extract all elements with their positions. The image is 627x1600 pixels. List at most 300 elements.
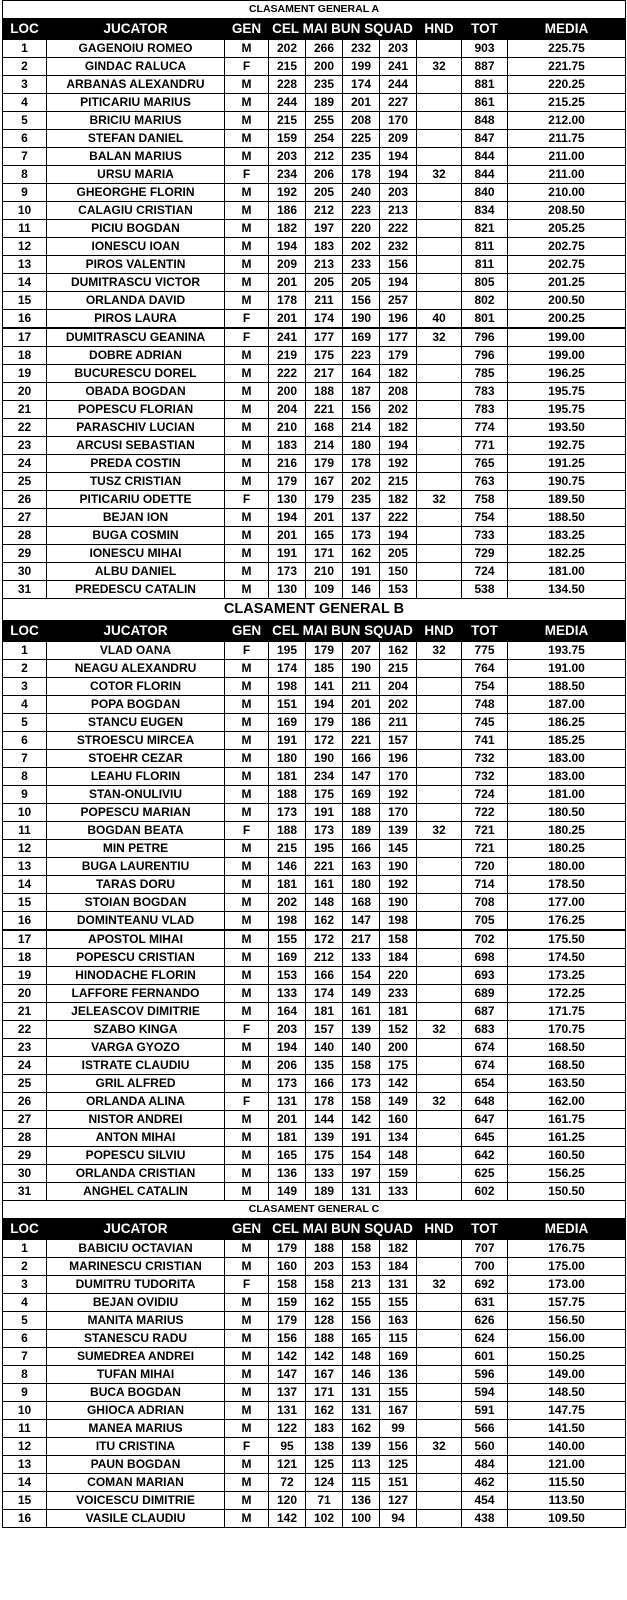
handicap-cell xyxy=(417,912,462,931)
total-cell: 594 xyxy=(462,1384,508,1402)
handicap-cell xyxy=(417,383,462,401)
game-3-score-cell: 174 xyxy=(343,76,380,94)
game-3-score-cell: 158 xyxy=(343,1240,380,1258)
gender-cell: M xyxy=(225,1510,269,1528)
total-cell: 887 xyxy=(462,58,508,76)
total-cell: 783 xyxy=(462,401,508,419)
handicap-cell xyxy=(417,1312,462,1330)
table-row xyxy=(3,967,626,985)
table-row xyxy=(3,1438,626,1456)
rank-cell: 11 xyxy=(3,220,47,238)
average-cell: 115.50 xyxy=(508,1474,626,1492)
player-name-cell: TARAS DORU xyxy=(47,876,225,894)
average-cell: 210.00 xyxy=(508,184,626,202)
game-2-score-cell: 167 xyxy=(306,1366,343,1384)
game-4-score-cell: 155 xyxy=(380,1384,417,1402)
header-loc: LOC xyxy=(3,621,47,642)
average-cell: 180.50 xyxy=(508,804,626,822)
gender-cell: M xyxy=(225,527,269,545)
table-row xyxy=(3,1456,626,1474)
game-3-score-cell: 191 xyxy=(343,563,380,581)
table-row xyxy=(3,455,626,473)
game-1-score-cell: 194 xyxy=(269,509,306,527)
table-row xyxy=(3,1165,626,1183)
group-title-row xyxy=(3,1,626,19)
player-name-cell: NEAGU ALEXANDRU xyxy=(47,660,225,678)
average-cell: 113.50 xyxy=(508,1492,626,1510)
game-1-score-cell: 159 xyxy=(269,130,306,148)
rank-cell: 4 xyxy=(3,1294,47,1312)
header-tot: TOT xyxy=(462,1219,508,1240)
game-4-score-cell: 159 xyxy=(380,1165,417,1183)
rank-cell: 6 xyxy=(3,732,47,750)
handicap-cell xyxy=(417,768,462,786)
game-4-score-cell: 244 xyxy=(380,76,417,94)
rank-cell: 10 xyxy=(3,1402,47,1420)
game-3-score-cell: 217 xyxy=(343,930,380,949)
handicap-cell xyxy=(417,545,462,563)
total-cell: 732 xyxy=(462,750,508,768)
game-2-score-cell: 200 xyxy=(306,58,343,76)
game-1-score-cell: 194 xyxy=(269,238,306,256)
header-games: CEL MAI BUN SQUAD xyxy=(269,19,417,40)
handicap-cell: 32 xyxy=(417,1276,462,1294)
game-1-score-cell: 234 xyxy=(269,166,306,184)
total-cell: 763 xyxy=(462,473,508,491)
game-1-score-cell: 179 xyxy=(269,1240,306,1258)
gender-cell: M xyxy=(225,437,269,455)
handicap-cell xyxy=(417,419,462,437)
game-1-score-cell: 191 xyxy=(269,732,306,750)
average-cell: 168.50 xyxy=(508,1057,626,1075)
total-cell: 687 xyxy=(462,1003,508,1021)
total-cell: 796 xyxy=(462,328,508,347)
average-cell: 208.50 xyxy=(508,202,626,220)
table-row xyxy=(3,76,626,94)
average-cell: 183.00 xyxy=(508,768,626,786)
player-name-cell: GINDAC RALUCA xyxy=(47,58,225,76)
rank-cell: 20 xyxy=(3,985,47,1003)
handicap-cell: 32 xyxy=(417,1093,462,1111)
game-4-score-cell: 99 xyxy=(380,1420,417,1438)
group-title: CLASAMENT GENERAL B xyxy=(3,599,626,621)
game-2-score-cell: 221 xyxy=(306,401,343,419)
total-cell: 462 xyxy=(462,1474,508,1492)
game-4-score-cell: 194 xyxy=(380,437,417,455)
game-4-score-cell: 167 xyxy=(380,1402,417,1420)
game-3-score-cell: 180 xyxy=(343,437,380,455)
rank-cell: 24 xyxy=(3,1057,47,1075)
game-2-score-cell: 205 xyxy=(306,274,343,292)
player-name-cell: BABICIU OCTAVIAN xyxy=(47,1240,225,1258)
game-1-score-cell: 215 xyxy=(269,58,306,76)
game-2-score-cell: 71 xyxy=(306,1492,343,1510)
average-cell: 191.25 xyxy=(508,455,626,473)
total-cell: 721 xyxy=(462,822,508,840)
table-row xyxy=(3,678,626,696)
table-row xyxy=(3,437,626,455)
game-2-score-cell: 109 xyxy=(306,581,343,599)
game-2-score-cell: 197 xyxy=(306,220,343,238)
game-3-score-cell: 169 xyxy=(343,328,380,347)
total-cell: 674 xyxy=(462,1057,508,1075)
handicap-cell xyxy=(417,292,462,310)
player-name-cell: DOBRE ADRIAN xyxy=(47,347,225,365)
game-2-score-cell: 266 xyxy=(306,40,343,58)
game-4-score-cell: 160 xyxy=(380,1111,417,1129)
average-cell: 186.25 xyxy=(508,714,626,732)
game-4-score-cell: 153 xyxy=(380,581,417,599)
rank-cell: 13 xyxy=(3,1456,47,1474)
handicap-cell xyxy=(417,1402,462,1420)
average-cell: 188.50 xyxy=(508,678,626,696)
rank-cell: 18 xyxy=(3,949,47,967)
rank-cell: 8 xyxy=(3,1366,47,1384)
total-cell: 538 xyxy=(462,581,508,599)
rank-cell: 27 xyxy=(3,1111,47,1129)
rank-cell: 14 xyxy=(3,274,47,292)
average-cell: 168.50 xyxy=(508,1039,626,1057)
game-4-score-cell: 209 xyxy=(380,130,417,148)
handicap-cell xyxy=(417,1057,462,1075)
game-3-score-cell: 140 xyxy=(343,1039,380,1057)
game-3-score-cell: 146 xyxy=(343,581,380,599)
handicap-cell xyxy=(417,786,462,804)
gender-cell: M xyxy=(225,274,269,292)
gender-cell: M xyxy=(225,786,269,804)
handicap-cell: 32 xyxy=(417,822,462,840)
game-1-score-cell: 228 xyxy=(269,76,306,94)
game-2-score-cell: 212 xyxy=(306,949,343,967)
rank-cell: 10 xyxy=(3,804,47,822)
game-2-score-cell: 201 xyxy=(306,509,343,527)
table-row xyxy=(3,1330,626,1348)
gender-cell: F xyxy=(225,1438,269,1456)
average-cell: 157.75 xyxy=(508,1294,626,1312)
game-3-score-cell: 208 xyxy=(343,112,380,130)
total-cell: 626 xyxy=(462,1312,508,1330)
total-cell: 741 xyxy=(462,732,508,750)
game-4-score-cell: 155 xyxy=(380,1294,417,1312)
game-3-score-cell: 211 xyxy=(343,678,380,696)
rank-cell: 14 xyxy=(3,876,47,894)
gender-cell: M xyxy=(225,94,269,112)
game-3-score-cell: 220 xyxy=(343,220,380,238)
game-1-score-cell: 201 xyxy=(269,1111,306,1129)
handicap-cell xyxy=(417,202,462,220)
game-1-score-cell: 215 xyxy=(269,840,306,858)
game-4-score-cell: 125 xyxy=(380,1456,417,1474)
game-4-score-cell: 213 xyxy=(380,202,417,220)
player-name-cell: POPESCU FLORIAN xyxy=(47,401,225,419)
game-3-score-cell: 166 xyxy=(343,840,380,858)
player-name-cell: DUMITRASCU GEANINA xyxy=(47,328,225,347)
average-cell: 225.75 xyxy=(508,40,626,58)
game-3-score-cell: 205 xyxy=(343,274,380,292)
game-2-score-cell: 178 xyxy=(306,1093,343,1111)
gender-cell: M xyxy=(225,365,269,383)
game-3-score-cell: 187 xyxy=(343,383,380,401)
game-2-score-cell: 171 xyxy=(306,1384,343,1402)
table-row xyxy=(3,347,626,365)
game-1-score-cell: 142 xyxy=(269,1510,306,1528)
game-3-score-cell: 180 xyxy=(343,876,380,894)
game-2-score-cell: 162 xyxy=(306,912,343,931)
game-3-score-cell: 137 xyxy=(343,509,380,527)
average-cell: 160.50 xyxy=(508,1147,626,1165)
game-3-score-cell: 235 xyxy=(343,491,380,509)
player-name-cell: DOMINTEANU VLAD xyxy=(47,912,225,931)
handicap-cell xyxy=(417,581,462,599)
game-1-score-cell: 95 xyxy=(269,1438,306,1456)
rank-cell: 6 xyxy=(3,130,47,148)
game-4-score-cell: 131 xyxy=(380,1276,417,1294)
player-name-cell: PITICARIU MARIUS xyxy=(47,94,225,112)
gender-cell: M xyxy=(225,202,269,220)
gender-cell: F xyxy=(225,1093,269,1111)
player-name-cell: STOEHR CEZAR xyxy=(47,750,225,768)
game-2-score-cell: 175 xyxy=(306,1147,343,1165)
game-2-score-cell: 179 xyxy=(306,642,343,660)
total-cell: 785 xyxy=(462,365,508,383)
player-name-cell: IONESCU IOAN xyxy=(47,238,225,256)
gender-cell: M xyxy=(225,1240,269,1258)
game-2-score-cell: 162 xyxy=(306,1294,343,1312)
gender-cell: M xyxy=(225,76,269,94)
game-3-score-cell: 131 xyxy=(343,1384,380,1402)
rank-cell: 15 xyxy=(3,894,47,912)
header-jucator: JUCATOR xyxy=(47,621,225,642)
gender-cell: M xyxy=(225,930,269,949)
rank-cell: 15 xyxy=(3,1492,47,1510)
average-cell: 140.00 xyxy=(508,1438,626,1456)
gender-cell: F xyxy=(225,310,269,329)
gender-cell: M xyxy=(225,40,269,58)
rank-cell: 9 xyxy=(3,786,47,804)
rank-cell: 30 xyxy=(3,1165,47,1183)
game-2-score-cell: 174 xyxy=(306,310,343,329)
average-cell: 193.75 xyxy=(508,642,626,660)
handicap-cell xyxy=(417,894,462,912)
game-4-score-cell: 198 xyxy=(380,912,417,931)
table-row xyxy=(3,714,626,732)
average-cell: 150.25 xyxy=(508,1348,626,1366)
total-cell: 811 xyxy=(462,238,508,256)
handicap-cell xyxy=(417,274,462,292)
table-row xyxy=(3,1021,626,1039)
table-row xyxy=(3,696,626,714)
rank-cell: 17 xyxy=(3,328,47,347)
handicap-cell xyxy=(417,509,462,527)
game-1-score-cell: 179 xyxy=(269,473,306,491)
game-3-score-cell: 223 xyxy=(343,347,380,365)
table-row xyxy=(3,238,626,256)
table-row xyxy=(3,509,626,527)
player-name-cell: PITICARIU ODETTE xyxy=(47,491,225,509)
handicap-cell xyxy=(417,1474,462,1492)
game-1-score-cell: 180 xyxy=(269,750,306,768)
player-name-cell: NISTOR ANDREI xyxy=(47,1111,225,1129)
player-name-cell: ARCUSI SEBASTIAN xyxy=(47,437,225,455)
player-name-cell: ARBANAS ALEXANDRU xyxy=(47,76,225,94)
total-cell: 881 xyxy=(462,76,508,94)
average-cell: 109.50 xyxy=(508,1510,626,1528)
game-4-score-cell: 136 xyxy=(380,1366,417,1384)
header-loc: LOC xyxy=(3,19,47,40)
table-row xyxy=(3,581,626,599)
gender-cell: M xyxy=(225,509,269,527)
handicap-cell xyxy=(417,184,462,202)
average-cell: 161.75 xyxy=(508,1111,626,1129)
handicap-cell xyxy=(417,401,462,419)
average-cell: 202.75 xyxy=(508,238,626,256)
player-name-cell: POPESCU CRISTIAN xyxy=(47,949,225,967)
column-header-row xyxy=(3,19,626,40)
game-2-score-cell: 185 xyxy=(306,660,343,678)
game-3-score-cell: 240 xyxy=(343,184,380,202)
total-cell: 802 xyxy=(462,292,508,310)
average-cell: 200.50 xyxy=(508,292,626,310)
handicap-cell: 32 xyxy=(417,58,462,76)
average-cell: 176.75 xyxy=(508,1240,626,1258)
table-row xyxy=(3,1129,626,1147)
gender-cell: M xyxy=(225,1039,269,1057)
player-name-cell: PICIU BOGDAN xyxy=(47,220,225,238)
handicap-cell xyxy=(417,94,462,112)
game-1-score-cell: 160 xyxy=(269,1258,306,1276)
game-2-score-cell: 125 xyxy=(306,1456,343,1474)
game-1-score-cell: 244 xyxy=(269,94,306,112)
table-row xyxy=(3,527,626,545)
game-1-score-cell: 181 xyxy=(269,876,306,894)
rank-cell: 11 xyxy=(3,1420,47,1438)
header-tot: TOT xyxy=(462,621,508,642)
table-row xyxy=(3,1258,626,1276)
rank-cell: 2 xyxy=(3,1258,47,1276)
player-name-cell: JELEASCOV DIMITRIE xyxy=(47,1003,225,1021)
game-3-score-cell: 199 xyxy=(343,58,380,76)
rank-cell: 2 xyxy=(3,58,47,76)
average-cell: 187.00 xyxy=(508,696,626,714)
game-4-score-cell: 169 xyxy=(380,1348,417,1366)
total-cell: 484 xyxy=(462,1456,508,1474)
rank-cell: 19 xyxy=(3,967,47,985)
game-3-score-cell: 100 xyxy=(343,1510,380,1528)
player-name-cell: BUGA COSMIN xyxy=(47,527,225,545)
game-2-score-cell: 188 xyxy=(306,383,343,401)
game-2-score-cell: 135 xyxy=(306,1057,343,1075)
rank-cell: 21 xyxy=(3,401,47,419)
game-1-score-cell: 210 xyxy=(269,419,306,437)
table-row xyxy=(3,985,626,1003)
handicap-cell xyxy=(417,437,462,455)
game-1-score-cell: 183 xyxy=(269,437,306,455)
game-1-score-cell: 153 xyxy=(269,967,306,985)
total-cell: 861 xyxy=(462,94,508,112)
table-row xyxy=(3,1039,626,1057)
game-1-score-cell: 203 xyxy=(269,1021,306,1039)
total-cell: 732 xyxy=(462,768,508,786)
average-cell: 189.50 xyxy=(508,491,626,509)
standings-table xyxy=(2,0,626,1528)
gender-cell: M xyxy=(225,473,269,491)
player-name-cell: POPA BOGDAN xyxy=(47,696,225,714)
rank-cell: 12 xyxy=(3,1438,47,1456)
table-row xyxy=(3,202,626,220)
rank-cell: 5 xyxy=(3,1312,47,1330)
player-name-cell: BUCURESCU DOREL xyxy=(47,365,225,383)
game-3-score-cell: 158 xyxy=(343,1057,380,1075)
table-row xyxy=(3,401,626,419)
rank-cell: 25 xyxy=(3,473,47,491)
game-4-score-cell: 190 xyxy=(380,858,417,876)
game-3-score-cell: 158 xyxy=(343,1093,380,1111)
handicap-cell: 32 xyxy=(417,166,462,184)
game-1-score-cell: 181 xyxy=(269,768,306,786)
player-name-cell: IONESCU MIHAI xyxy=(47,545,225,563)
game-3-score-cell: 201 xyxy=(343,696,380,714)
header-gen: GEN xyxy=(225,1219,269,1240)
player-name-cell: PIROS VALENTIN xyxy=(47,256,225,274)
player-name-cell: PIROS LAURA xyxy=(47,310,225,329)
table-row xyxy=(3,1294,626,1312)
player-name-cell: BRICIU MARIUS xyxy=(47,112,225,130)
handicap-cell xyxy=(417,256,462,274)
handicap-cell xyxy=(417,1147,462,1165)
game-2-score-cell: 212 xyxy=(306,148,343,166)
table-row xyxy=(3,732,626,750)
total-cell: 754 xyxy=(462,509,508,527)
header-tot: TOT xyxy=(462,19,508,40)
player-name-cell: PARASCHIV LUCIAN xyxy=(47,419,225,437)
game-4-score-cell: 179 xyxy=(380,347,417,365)
game-4-score-cell: 227 xyxy=(380,94,417,112)
table-row xyxy=(3,1093,626,1111)
game-4-score-cell: 205 xyxy=(380,545,417,563)
gender-cell: M xyxy=(225,1165,269,1183)
average-cell: 134.50 xyxy=(508,581,626,599)
game-4-score-cell: 142 xyxy=(380,1075,417,1093)
header-jucator: JUCATOR xyxy=(47,1219,225,1240)
game-2-score-cell: 188 xyxy=(306,1330,343,1348)
game-4-score-cell: 204 xyxy=(380,678,417,696)
group-title-row xyxy=(3,1201,626,1219)
game-1-score-cell: 202 xyxy=(269,894,306,912)
player-name-cell: PREDESCU CATALIN xyxy=(47,581,225,599)
total-cell: 745 xyxy=(462,714,508,732)
total-cell: 700 xyxy=(462,1258,508,1276)
rank-cell: 31 xyxy=(3,1183,47,1201)
game-3-score-cell: 225 xyxy=(343,130,380,148)
header-gen: GEN xyxy=(225,621,269,642)
game-4-score-cell: 233 xyxy=(380,985,417,1003)
gender-cell: M xyxy=(225,184,269,202)
table-row xyxy=(3,365,626,383)
game-2-score-cell: 144 xyxy=(306,1111,343,1129)
table-row xyxy=(3,1057,626,1075)
player-name-cell: GAGENOIU ROMEO xyxy=(47,40,225,58)
rank-cell: 23 xyxy=(3,437,47,455)
game-1-score-cell: 179 xyxy=(269,1312,306,1330)
gender-cell: M xyxy=(225,238,269,256)
game-2-score-cell: 175 xyxy=(306,786,343,804)
handicap-cell xyxy=(417,238,462,256)
game-2-score-cell: 157 xyxy=(306,1021,343,1039)
table-row xyxy=(3,1384,626,1402)
table-row xyxy=(3,473,626,491)
game-1-score-cell: 149 xyxy=(269,1183,306,1201)
handicap-cell xyxy=(417,1420,462,1438)
